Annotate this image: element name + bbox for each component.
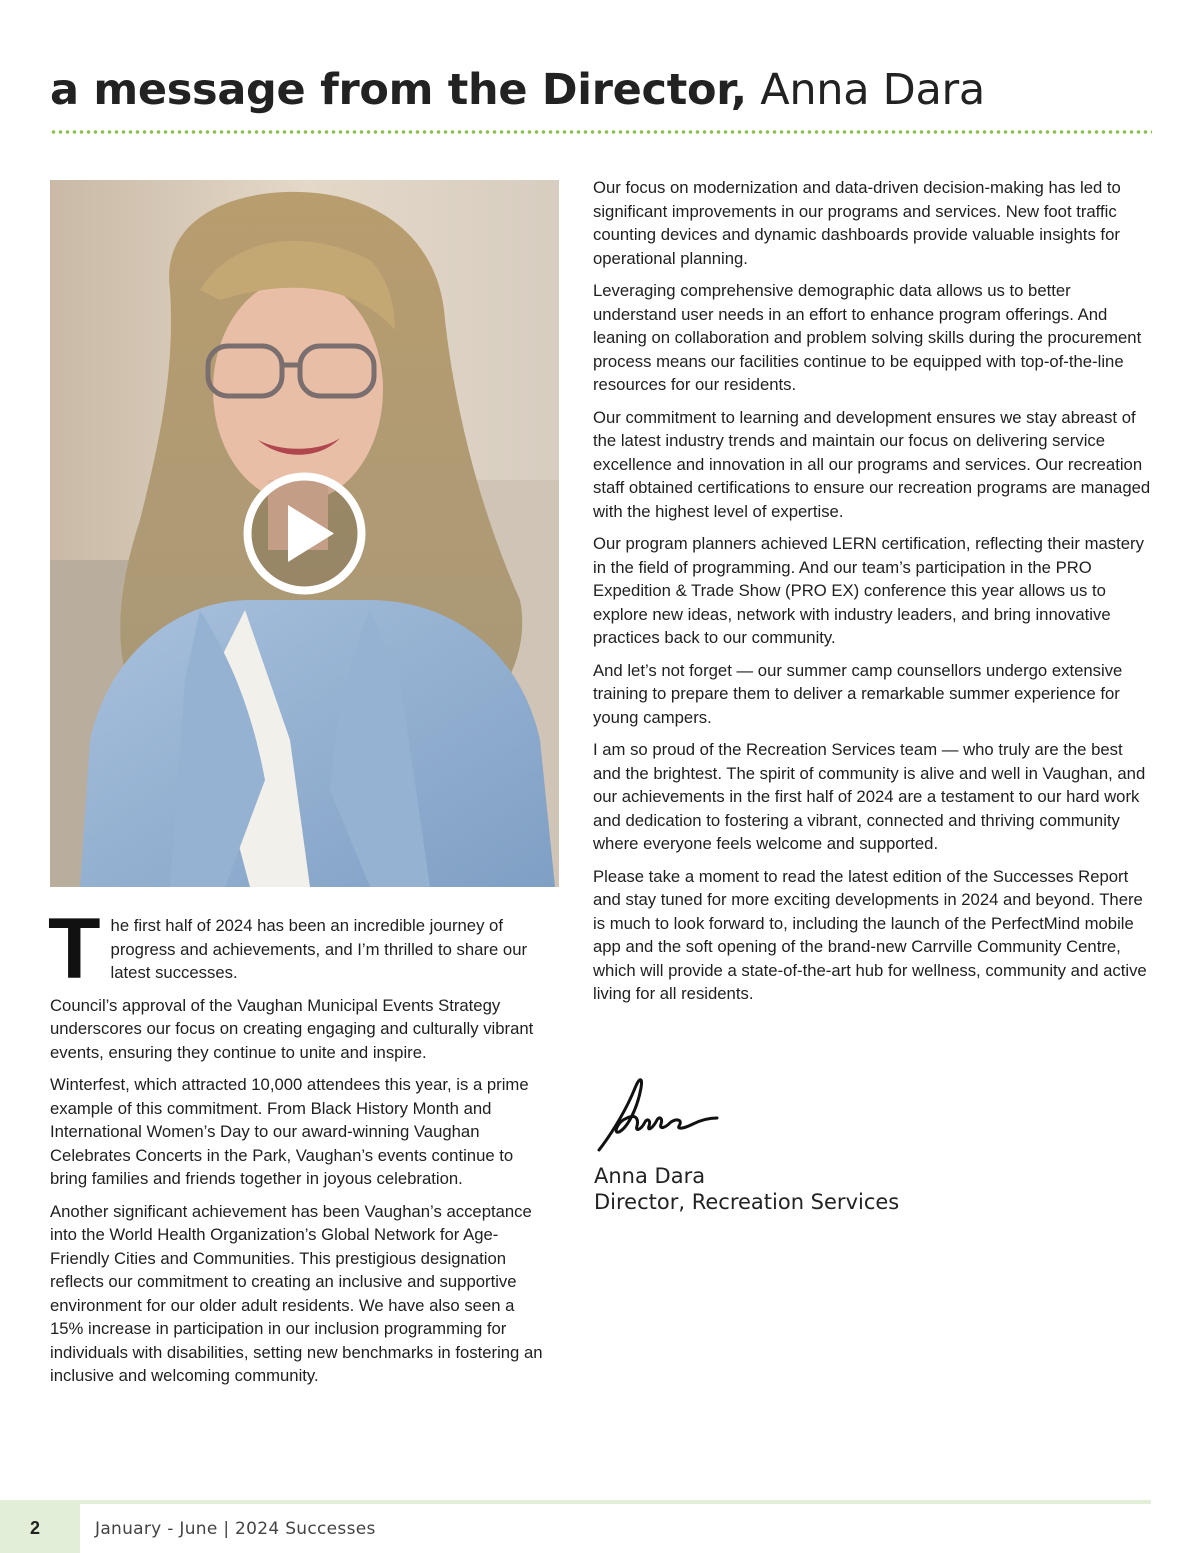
body-paragraph: Winterfest, which attracted 10,000 attendees this year, is a prime example of this commitment. From Black History Month and International Women’s Day to our award-winning Vaughan Celebrates Concerts in the Park, Vaughan’s events continue to bring families and friends together in joyous celebration. (50, 1075, 529, 1188)
title-name: Anna Dara (760, 65, 985, 115)
title-bold: a message from the Director, (50, 65, 747, 115)
intro-paragraph (48, 901, 550, 997)
right-column (593, 176, 1153, 1015)
body-paragraph: Our program planners achieved LERN certification, reflecting their mastery in the field of programming. And our team’s participation in the PRO Expedition & Trade Show (PRO EX) conference this year allows us to explore new ideas, network with industry leaders, and bring innovative practices back to our community. (593, 534, 1144, 647)
drop-cap: T (48, 901, 101, 997)
play-icon[interactable] (242, 471, 367, 596)
body-paragraph: Please take a moment to read the latest edition of the Successes Report and stay tuned for more exciting developments in 2024 and beyond. There is much to look forward to, including the launch of the PerfectMind mobile app and the soft opening of the brand-new Carrville Community Centre, which will provide a state-of-the-art hub for wellness, community and active living for all residents. (593, 866, 1147, 1003)
signature-role: Director, Recreation Services (594, 1190, 900, 1214)
dotted-divider (50, 130, 1152, 134)
page-title (50, 62, 985, 118)
handwritten-signature (593, 1070, 723, 1158)
left-column (48, 901, 550, 1397)
director-video-thumbnail[interactable] (50, 180, 559, 887)
body-paragraph: Leveraging comprehensive demographic data allows us to better understand user needs in an effort to enhance program offerings. And leaning on collaboration and problem solving skills during the procurement process means our facilities continue to be equipped with top-of-the-line resources for our residents. (593, 281, 1142, 394)
body-paragraph: Another significant achievement has been Vaughan’s acceptance into the World Health Organization’s Global Network for Age-Friendly Cities and Communities. This prestigious designation reflects our commitment to creating an inclusive and supportive environment for our older adult residents. We have also seen a 15% increase in participation in our inclusion programming for individuals with disabilities, setting new benchmarks in fostering an inclusive and welcoming community. (50, 1201, 543, 1385)
page-number: 2 (30, 1518, 41, 1538)
body-paragraph: Council’s approval of the Vaughan Municipal Events Strategy underscores our focus on creating engaging and culturally vibrant events, ensuring they continue to unite and inspire. (50, 995, 534, 1062)
body-paragraph: Our commitment to learning and development ensures we stay abreast of the latest industry trends and maintain our focus on delivering service excellence and innovation in all our programs and services. Our recreation staff obtained certifications to ensure our recreation programs are managed with the highest level of expertise. (593, 407, 1151, 521)
intro-text: he first half of 2024 has been an incredible journey of progress and achievements, and I’m thrilled to share our latest successes. (110, 916, 528, 982)
body-paragraph: Our focus on modernization and data-driven decision-making has led to significant improvements in our programs and services. New foot traffic counting devices and dynamic dashboards provide valuable insights for operational planning. (593, 178, 1121, 268)
footer-divider (80, 1500, 1151, 1504)
signature-name: Anna Dara (594, 1164, 706, 1188)
footer-text: January - June | 2024 Successes (95, 1519, 376, 1539)
body-paragraph: I am so proud of the Recreation Services team — who truly are the best and the brightest. The spirit of community is alive and well in Vaughan, and our achievements in the first half of 2024 are a testament to our hard work and dedication to fostering a vibrant, connected and thriving community where everyone feels welcome and supported. (593, 740, 1146, 853)
signature-block (594, 1163, 899, 1215)
body-paragraph: And let’s not forget — our summer camp counsellors undergo extensive training to prepare them to deliver a remarkable summer experience for young campers. (593, 660, 1123, 727)
